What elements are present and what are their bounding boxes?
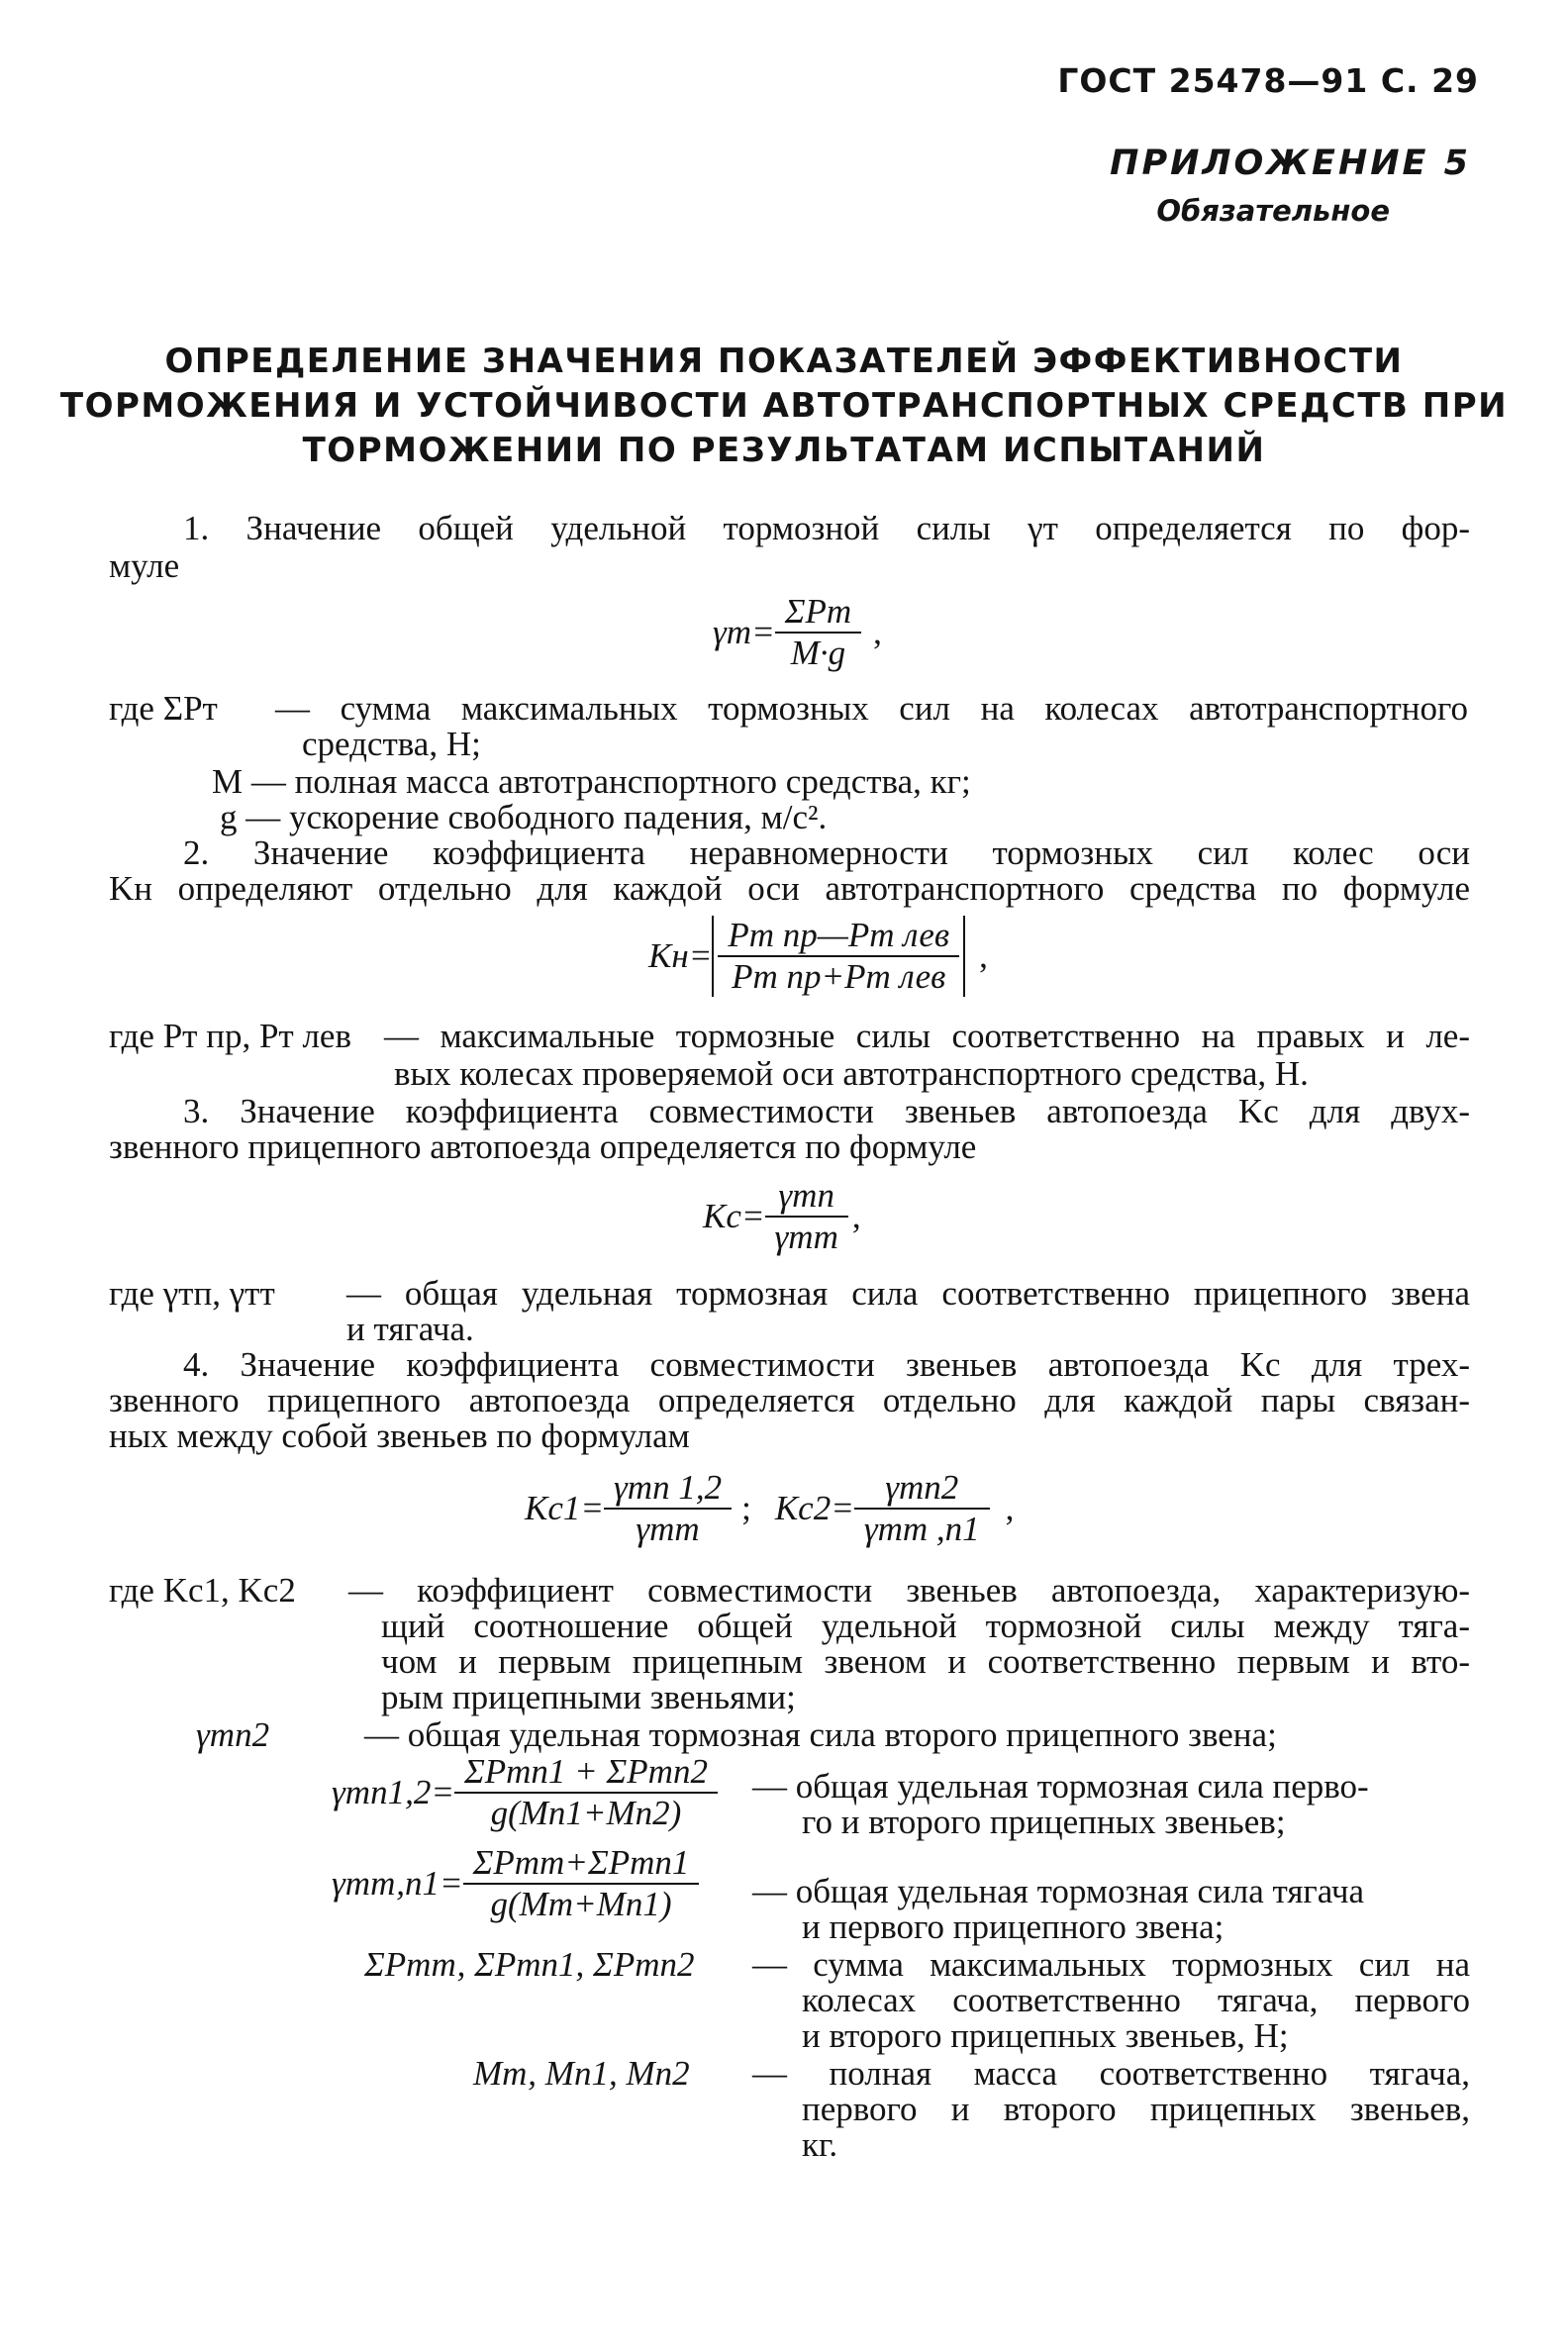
def-5-line-2: колесах соответственно тягача, первого [802, 1981, 1470, 2019]
section-1-where-1a: — сумма максимальных тормозных сил на колесах автотранспортного [275, 689, 1468, 728]
def-4-line-2: и первого прицепного звена; [802, 1907, 1225, 1946]
def-6-line-2: первого и второго прицепных звеньев, [802, 2090, 1470, 2128]
formula-2-abs [712, 916, 965, 997]
formula-3-fraction [765, 1176, 848, 1257]
formula-2-tail: , [979, 936, 988, 975]
formula-4-tail: , [1005, 1489, 1015, 1527]
def-4-line-1: — общая удельная тормозная сила тягача [752, 1872, 1365, 1910]
formula-1-fraction [775, 592, 861, 673]
def-5-line-3: и второго прицепных звеньев, Н; [802, 2016, 1289, 2055]
section-4-line-3: ных между собой звеньев по формулам [109, 1417, 690, 1455]
section-3-where-b: и тягача. [346, 1310, 474, 1348]
formula-2-denominator: Pт пр+Pт лев [732, 957, 946, 996]
formula-2-numerator: Pт пр—Pт лев [718, 916, 959, 957]
formula-3-tail: , [851, 1197, 861, 1235]
formula-5 [332, 1752, 718, 1833]
formula-1-tail: , [873, 613, 882, 651]
formula-5-lhs: γтп1,2= [332, 1773, 454, 1811]
formula-1-denominator: M·g [790, 634, 846, 672]
appendix-status: Обязательное [1156, 194, 1390, 228]
def-1-label: где Kс1, Kс2 [109, 1571, 296, 1610]
formula-6 [332, 1843, 699, 1924]
formula-4-fraction-2 [854, 1468, 990, 1549]
section-4-line-1: 4. Значение коэффициента совместимости звеньев автопоезда Kс для трех- [183, 1345, 1470, 1384]
formula-4-fraction-1 [604, 1468, 732, 1549]
formula-4-denominator-2: γтт ,п1 [863, 1510, 980, 1548]
section-3-where-label: где γтп, γтт [109, 1274, 275, 1313]
def-6-label: Mт, Mп1, Mп2 [473, 2054, 690, 2093]
section-2-line-2: Kн определяют отдельно для каждой оси автотранспортного средства по формуле [109, 869, 1470, 908]
formula-6-numerator: ΣPтт+ΣPтп1 [463, 1843, 700, 1885]
formula-2-lhs: Kн= [648, 936, 713, 975]
formula-2-fraction [718, 916, 959, 997]
formula-3 [703, 1176, 861, 1257]
formula-4-numerator-1: γтп 1,2 [604, 1468, 732, 1510]
formula-1 [713, 592, 882, 673]
section-1-where-1b: средства, Н; [302, 725, 481, 763]
def-5-label: ΣPтт, ΣPтп1, ΣPтп2 [364, 1945, 695, 1984]
section-1-where-3: g — ускорение свободного падения, м/с². [220, 798, 828, 836]
section-1-where-label: где ΣPт [109, 689, 218, 728]
section-3-line-1: 3. Значение коэффициента совместимости звеньев автопоезда Kс для двух- [183, 1092, 1470, 1130]
formula-2 [648, 916, 988, 997]
title-line-2: ТОРМОЖЕНИЯ И УСТОЙЧИВОСТИ АВТОТРАНСПОРТНЫХ СРЕДСТВ ПРИ [59, 386, 1509, 426]
formula-3-denominator: γтт [774, 1218, 838, 1256]
def-2-label: γтп2 [196, 1715, 270, 1754]
formula-4-numerator-2: γтп2 [854, 1468, 990, 1510]
def-2-text: — общая удельная тормозная сила второго прицепного звена; [364, 1715, 1277, 1754]
def-5-line-1: — сумма максимальных тормозных сил на [752, 1945, 1470, 1984]
formula-5-numerator: ΣPтп1 + ΣPтп2 [454, 1752, 718, 1794]
section-2-where-label: где Pт пр, Pт лев [109, 1017, 351, 1055]
formula-4 [525, 1468, 1014, 1549]
formula-4-lhs-1: Kс1= [525, 1489, 604, 1527]
title-line-1: ОПРЕДЕЛЕНИЕ ЗНАЧЕНИЯ ПОКАЗАТЕЛЕЙ ЭФФЕКТИВНОСТИ [164, 342, 1404, 381]
formula-5-fraction [454, 1752, 718, 1833]
def-3-line-2: го и второго прицепных звеньев; [802, 1803, 1286, 1841]
formula-1-numerator: ΣPт [775, 592, 861, 634]
def-1-line-1: — коэффициент совместимости звеньев автопоезда, характеризую- [348, 1571, 1470, 1610]
formula-4-lhs-2: Kс2= [774, 1489, 854, 1527]
section-2-line-1: 2. Значение коэффициента неравномерности тормозных сил колес оси [183, 833, 1470, 872]
section-2-where-b: вых колесах проверяемой оси автотранспортного средства, Н. [394, 1054, 1309, 1093]
section-4-line-2: звенного прицепного автопоезда определяется отдельно для каждой пары связан- [109, 1381, 1470, 1419]
formula-4-denominator-1: γтт [636, 1510, 700, 1548]
def-3-line-1: — общая удельная тормозная сила перво- [752, 1767, 1369, 1806]
section-1-line-2: муле [109, 546, 180, 585]
section-3-where-a: — общая удельная тормозная сила соответственно прицепного звена [346, 1274, 1470, 1313]
appendix-number: ПРИЛОЖЕНИЕ 5 [1110, 144, 1471, 183]
formula-6-denominator: g(Mт+Mп1) [490, 1885, 672, 1923]
formula-4-separator: ; [741, 1489, 751, 1527]
formula-3-numerator: γтп [765, 1176, 848, 1218]
def-6-line-1: — полная масса соответственно тягача, [752, 2054, 1470, 2093]
section-1-where-2: M — полная масса автотранспортного средства, кг; [212, 762, 971, 801]
section-2-where-a: — максимальные тормозные силы соответственно на правых и ле- [384, 1017, 1470, 1055]
formula-3-lhs: Kс= [703, 1197, 765, 1235]
standard-header: ГОСТ 25478—91 С. 29 [1057, 61, 1479, 100]
title-line-3: ТОРМОЖЕНИИ ПО РЕЗУЛЬТАТАМ ИСПЫТАНИЙ [302, 431, 1266, 470]
def-1-line-3: чом и первым прицепным звеном и соответственно первым и вто- [381, 1642, 1470, 1681]
def-1-line-4: рым прицепными звеньями; [381, 1678, 796, 1716]
formula-6-fraction [463, 1843, 700, 1924]
def-6-line-3: кг. [802, 2125, 838, 2164]
formula-6-lhs: γтт,п1= [332, 1864, 463, 1903]
formula-1-lhs: γт= [713, 613, 775, 651]
def-1-line-2: щий соотношение общей удельной тормозной силы между тяга- [381, 1607, 1470, 1645]
section-1-line-1: 1. Значение общей удельной тормозной силы γт определяется по фор- [183, 509, 1470, 547]
section-3-line-2: звенного прицепного автопоезда определяется по формуле [109, 1127, 977, 1166]
formula-5-denominator: g(Mп1+Mп2) [490, 1794, 682, 1832]
